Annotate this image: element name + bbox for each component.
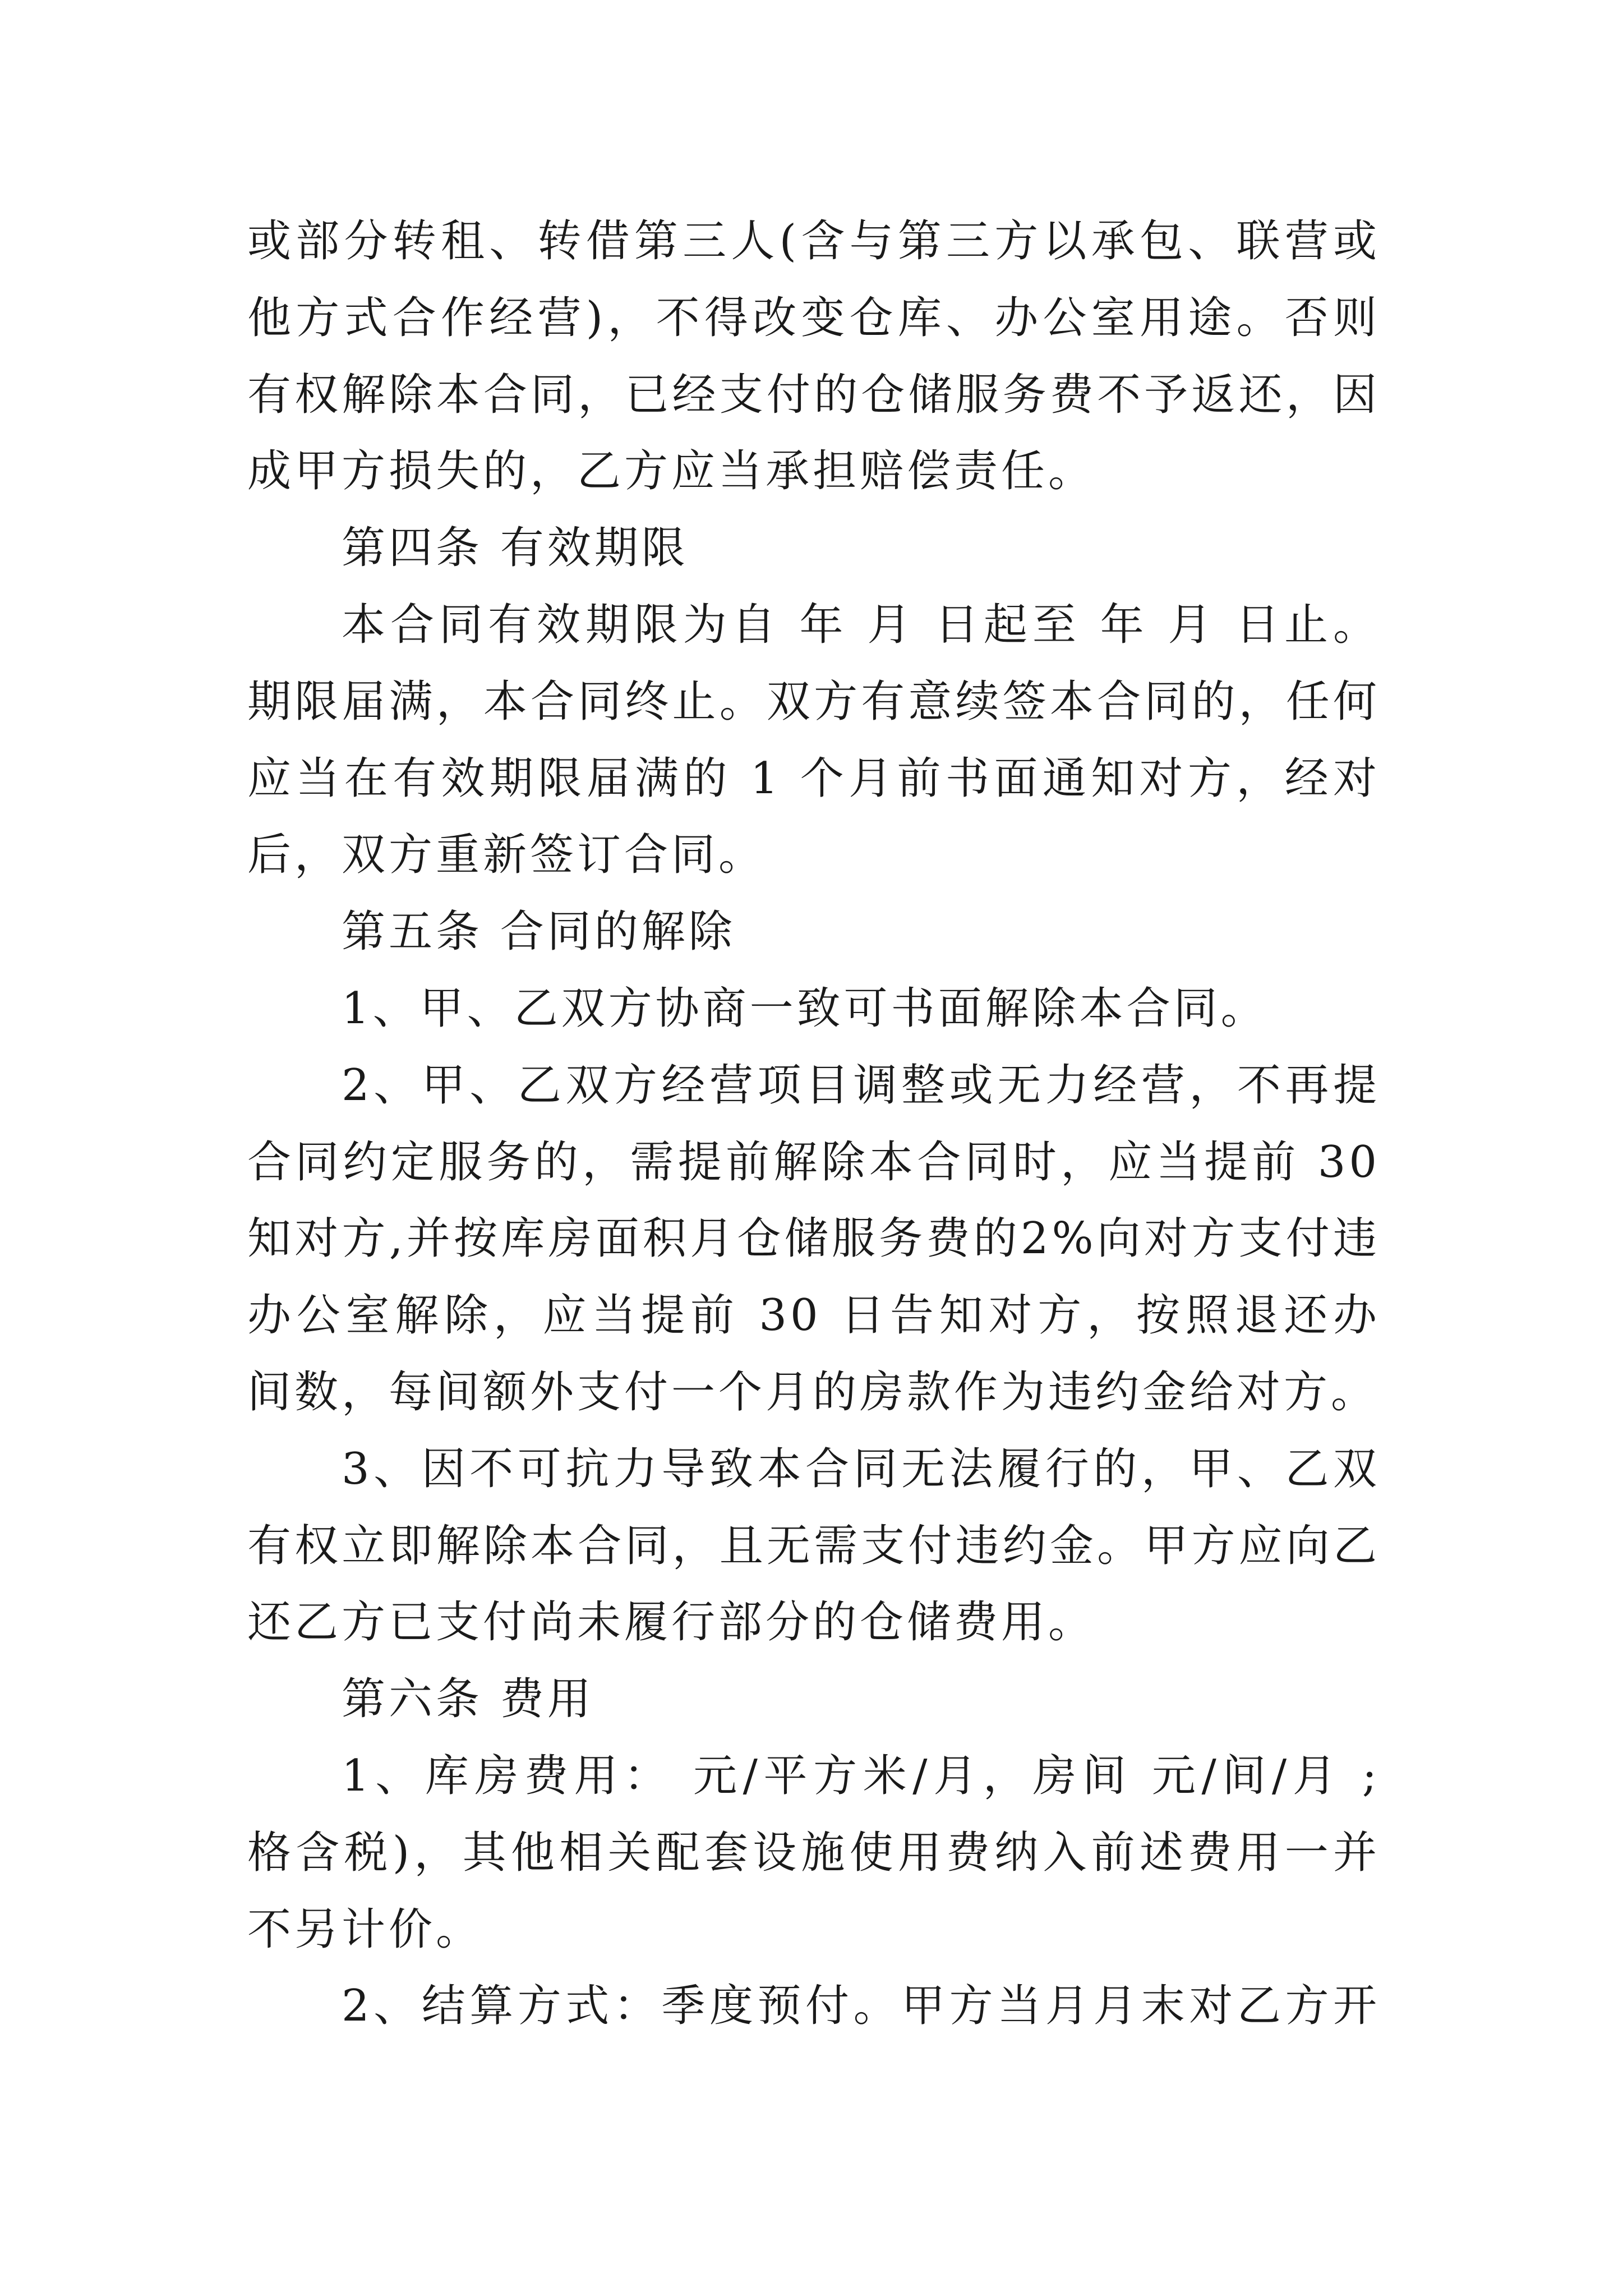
text-line: 间数，每间额外支付一个月的房款作为违约金给对方。: [247, 1366, 1378, 1418]
text-line: 3、因不可抗力导致本合同无法履行的，甲、乙双: [342, 1443, 1380, 1494]
text-line: 格含税)，其他相关配套设施使用费纳入前述费用一并: [247, 1827, 1380, 1878]
text-line: 期限届满，本合同终止。双方有意续签本合同的，任何: [247, 676, 1380, 727]
text-line: 2、结算方式：季度预付。甲方当月月末对乙方开: [342, 1981, 1380, 2032]
text-line: 有权立即解除本合同，且无需支付违约金。甲方应向乙: [247, 1520, 1380, 1571]
text-line: 办公室解除，应当提前 30 日告知对方，按照退还办: [247, 1290, 1380, 1341]
text-line: 本合同有效期限为自 年 月 日起至 年 月 日止。: [342, 599, 1380, 650]
text-line: 应当在有效期限届满的 1 个月前书面通知对方，经对: [247, 753, 1380, 804]
text-line: 或部分转租、转借第三人(含与第三方以承包、联营或: [247, 216, 1380, 266]
contract-body-text: [247, 203, 1380, 2045]
section-heading-6: 第六条 费用: [342, 1674, 594, 1725]
text-line: 2、甲、乙双方经营项目调整或无力经营，不再提: [342, 1060, 1380, 1111]
section-heading-4: 第四条 有效期限: [342, 523, 689, 574]
text-line: 不另计价。: [247, 1904, 483, 1955]
text-line: 知对方,并按库房面积月仓储服务费的2%向对方支付违: [247, 1213, 1380, 1264]
text-line: 还乙方已支付尚未履行部分的仓储费用。: [247, 1597, 1096, 1648]
text-line: 他方式合作经营)，不得改变仓库、办公室用途。否则: [247, 292, 1380, 343]
text-line: 成甲方损失的，乙方应当承担赔偿责任。: [247, 446, 1096, 497]
text-line: 后，双方重新签订合同。: [247, 830, 766, 881]
text-line: 1、甲、乙双方协商一致可书面解除本合同。: [342, 983, 1268, 1034]
section-heading-5: 第五条 合同的解除: [342, 907, 736, 958]
text-line: 有权解除本合同，已经支付的仓储服务费不予返还，因: [247, 369, 1380, 420]
text-line: 1、库房费用： 元/平方米/月，房间 元/间/月 ;: [342, 1750, 1380, 1801]
text-line: 合同约定服务的，需提前解除本合同时，应当提前 30: [247, 1137, 1380, 1188]
